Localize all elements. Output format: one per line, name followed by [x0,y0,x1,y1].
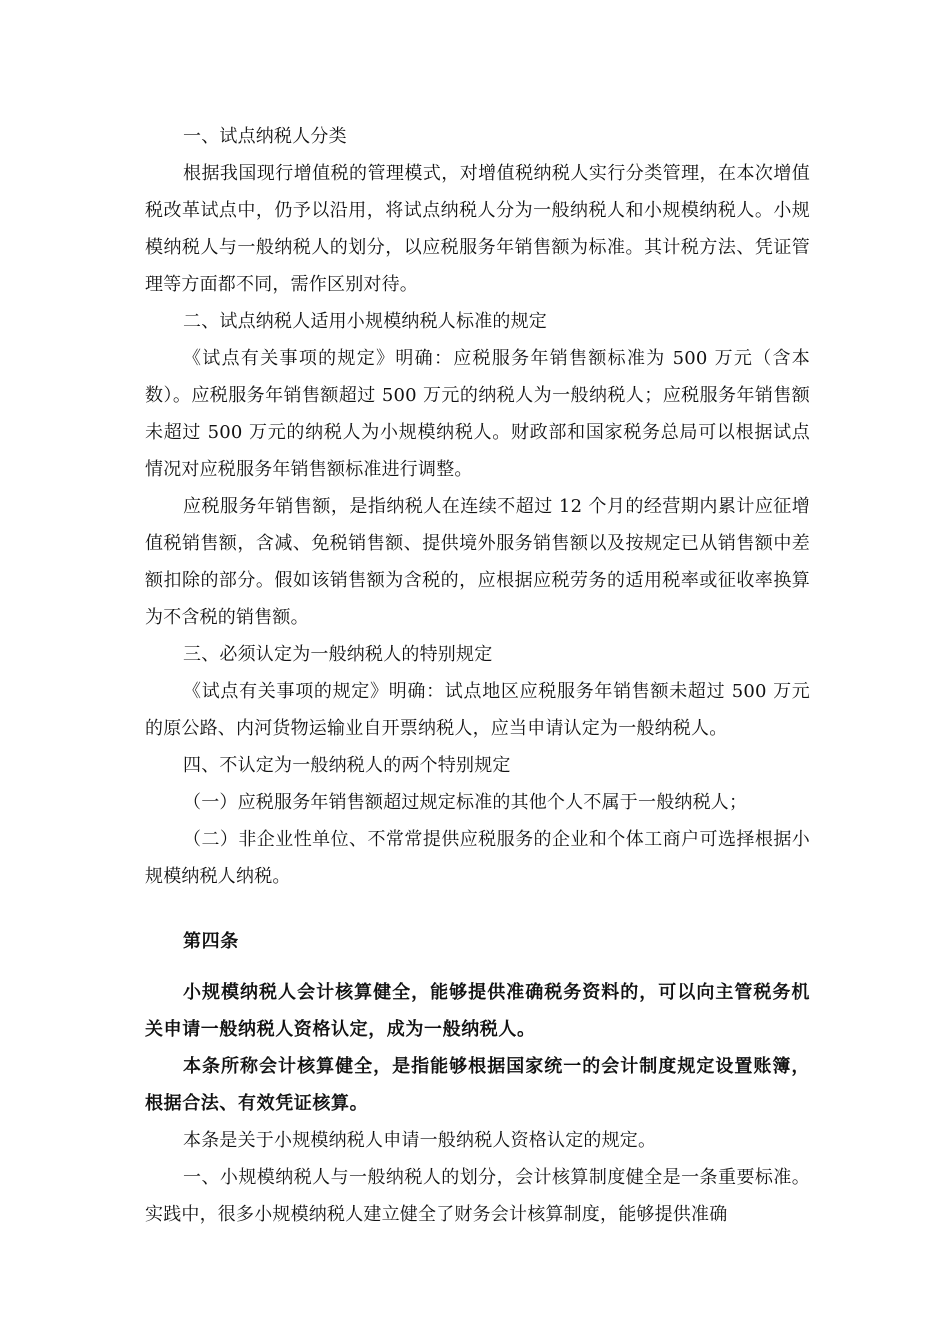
title-gap [145,960,810,974]
paragraph-standard-amount: 《试点有关事项的规定》明确：应税服务年销售额标准为 500 万元（含本数）。应税服务年销售额超过 500 万元的纳税人为一般纳税人；应税服务年销售额未超过 500 万元的纳税人为小规模纳税人。财政部和国家税务总局可以根据试点情况对应税服务年销售额标准进行调整。 [145,348,810,480]
heading-not-general: 四、不认定为一般纳税人的两个特别规定 [183,755,511,776]
heading-mandatory-general: 三、必须认定为一般纳税人的特别规定 [183,644,493,665]
document-page [145,118,810,1233]
paragraph-classification: 根据我国现行增值税的管理模式，对增值税纳税人实行分类管理，在本次增值税改革试点中，仍予以沿用，将试点纳税人分为一般纳税人和小规模纳税人。小规模纳税人与一般纳税人的划分，以应税服务年销售额为标准。其计税方法、凭证管理等方面都不同，需作区别对待。 [145,163,810,295]
paragraph-article-summary: 本条是关于小规模纳税人申请一般纳税人资格认定的规定。 [183,1130,657,1151]
heading-small-scale-standard: 二、试点纳税人适用小规模纳税人标准的规定 [183,311,547,332]
paragraph-exception-one: （一）应税服务年销售额超过规定标准的其他个人不属于一般纳税人； [183,792,748,813]
paragraph-mandatory-general: 《试点有关事项的规定》明确：试点地区应税服务年销售额未超过 500 万元的原公路、内河货物运输业自开票纳税人，应当申请认定为一般纳税人。 [145,681,810,739]
article-clause-one: 小规模纳税人会计核算健全，能够提供准确税务资料的，可以向主管税务机关申请一般纳税人资格认定，成为一般纳税人。 [145,982,810,1040]
paragraph-exception-two: （二）非企业性单位、不常常提供应税服务的企业和个体工商户可选择根据小规模纳税人纳税。 [145,829,810,887]
article-title: 第四条 [183,931,239,952]
heading-taxpayer-classification: 一、试点纳税人分类 [183,126,347,147]
paragraph-annual-sales-definition: 应税服务年销售额，是指纳税人在连续不超过 12 个月的经营期内累计应征增值税销售额，含减、免税销售额、提供境外服务销售额以及按规定已从销售额中差额扣除的部分。假如该销售额为含税的，应根据应税劳务的适用税率或征收率换算为不含税的销售额。 [145,496,810,628]
section-gap [145,895,810,923]
paragraph-article-explanation: 一、小规模纳税人与一般纳税人的划分，会计核算制度健全是一条重要标准。实践中，很多小规模纳税人建立健全了财务会计核算制度，能够提供准确 [145,1167,810,1225]
article-clause-two: 本条所称会计核算健全，是指能够根据国家统一的会计制度规定设置账簿，根据合法、有效凭证核算。 [145,1056,810,1114]
